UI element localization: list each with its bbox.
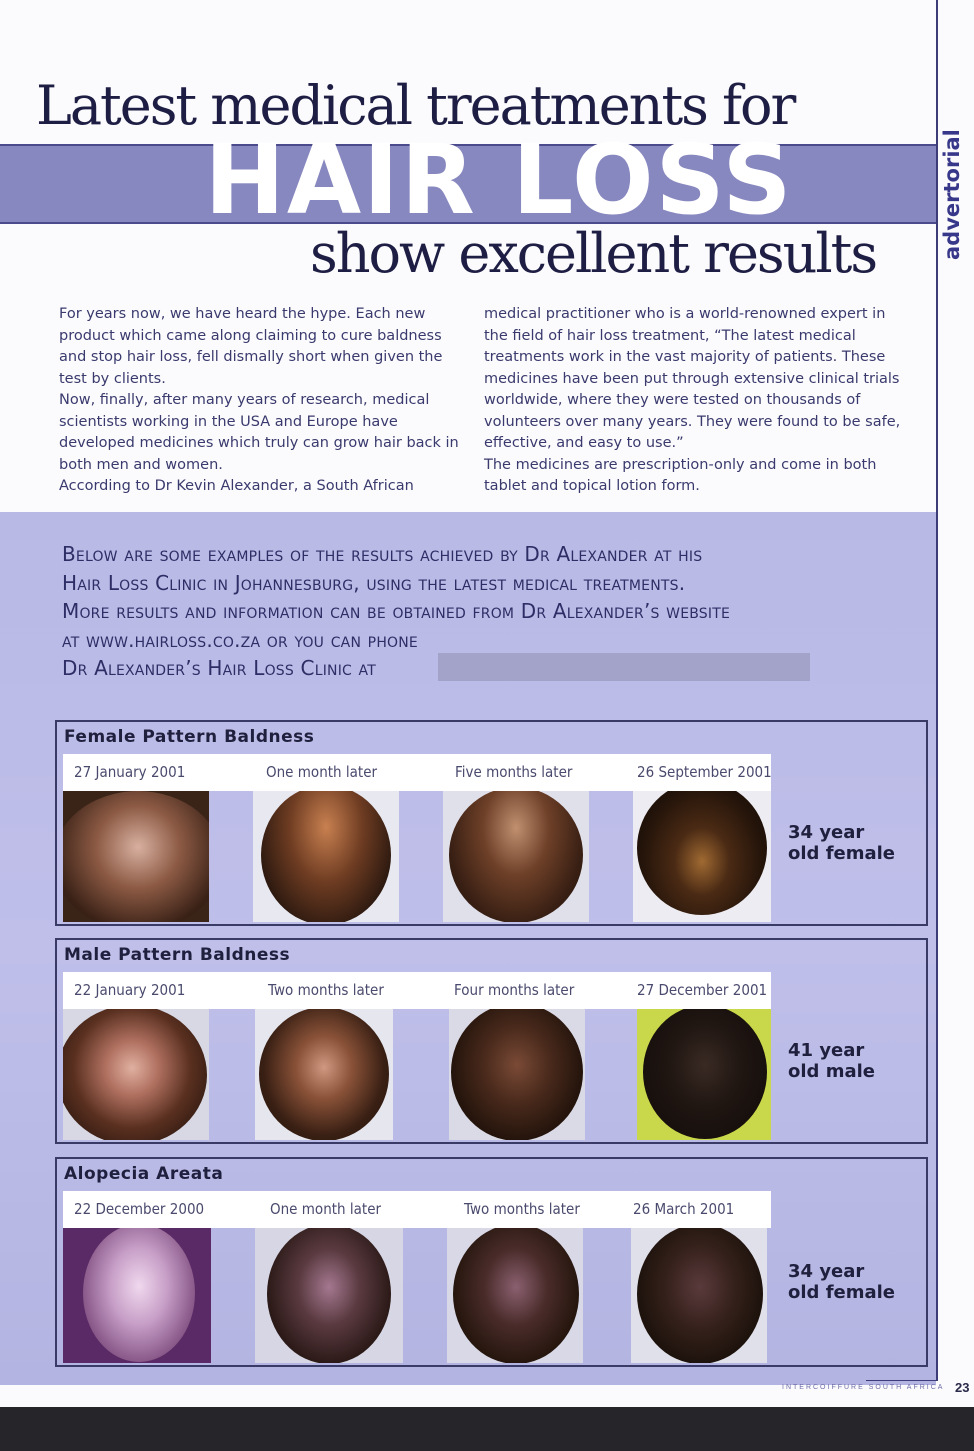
case-male-pattern	[55, 938, 928, 1144]
case-title: Female Pattern Baldness	[64, 727, 315, 747]
scalp-photo	[253, 791, 399, 922]
article-column-1	[59, 304, 459, 498]
paragraph: According to Dr Kevin Alexander, a South African	[59, 478, 414, 494]
article-column-2	[484, 304, 904, 498]
case-title: Alopecia Areata	[64, 1164, 224, 1184]
page-number: 23	[955, 1380, 970, 1395]
age-line: 34 year	[788, 1261, 865, 1282]
case-alopecia-areata	[55, 1157, 928, 1367]
paragraph: The medicines are prescription-only and come in both tablet and topical lotion form.	[484, 456, 877, 494]
age-line: old female	[788, 1282, 896, 1303]
scalp-photo	[637, 1009, 771, 1140]
paragraph: Now, finally, after many years of research, medical scientists working in the USA and Europe have developed medicines which truly can grow hair back in both men and women.	[59, 392, 459, 473]
date-bar	[63, 754, 771, 791]
date-label: 27 January 2001	[74, 763, 186, 781]
scalp-photo	[633, 791, 771, 922]
publication-name: INTERCOIFFURE SOUTH AFRICA	[782, 1384, 945, 1391]
scalp-photo	[631, 1228, 767, 1363]
age-line: old male	[788, 1061, 875, 1082]
intro-line: Dr Alexander’s Hair Loss Clinic at	[62, 656, 377, 680]
date-label: One month later	[270, 1200, 382, 1218]
scalp-photo	[255, 1228, 403, 1363]
date-label: Five months later	[455, 763, 573, 781]
date-label: Four months later	[454, 981, 575, 999]
footer-rule	[866, 1380, 938, 1381]
date-bar	[63, 1191, 771, 1228]
case-title: Male Pattern Baldness	[64, 945, 291, 965]
age-line: old female	[788, 843, 896, 864]
date-label: 27 December 2001	[637, 981, 768, 999]
scalp-photo	[443, 791, 589, 922]
scalp-photo	[447, 1228, 583, 1363]
date-bar	[63, 972, 771, 1009]
scalp-photo	[63, 1009, 209, 1140]
scalp-photo	[63, 791, 209, 922]
patient-age	[788, 1040, 875, 1082]
date-label: 22 January 2001	[74, 981, 186, 999]
paragraph: medical practitioner who is a world-renowned expert in the field of hair loss treatment, “The latest medical treatments work in the vast majority of patients. These medicines have been put through extensive clinical trials worldwide, where they were tested on thousands of volunteers over many years. They were found to be safe, effective, and easy to use.”	[484, 306, 901, 451]
case-female-pattern	[55, 720, 928, 926]
date-label: 26 March 2001	[633, 1200, 735, 1218]
age-line: 41 year	[788, 1040, 865, 1061]
scalp-photo	[255, 1009, 393, 1140]
paragraph: For years now, we have heard the hype. Each new product which came along claiming to cure baldness and stop hair loss, fell dismally short when given the test by clients.	[59, 306, 443, 387]
scalp-photo	[63, 1228, 211, 1363]
date-label: 22 December 2000	[74, 1200, 205, 1218]
bottom-edge	[0, 1407, 974, 1451]
intro-line: More results and information can be obtained from Dr Alexander’s website	[62, 599, 731, 623]
patient-age	[788, 822, 895, 864]
patient-age	[788, 1261, 895, 1303]
main-title: HAIR LOSS	[204, 124, 794, 236]
date-label: Two months later	[268, 981, 384, 999]
headline: Latest medical treatments for	[36, 74, 795, 137]
date-label: 26 September 2001	[637, 763, 772, 781]
subheadline: show excellent results	[310, 222, 877, 285]
intro-line: Below are some examples of the results achieved by Dr Alexander at his	[62, 542, 703, 566]
date-label: Two months later	[464, 1200, 580, 1218]
side-label-text: advertorial	[940, 129, 964, 260]
age-line: 34 year	[788, 822, 865, 843]
side-label	[938, 100, 968, 270]
intro-line: Hair Loss Clinic in Johannesburg, using the latest medical treatments.	[62, 570, 686, 595]
redacted-phone	[438, 653, 810, 681]
scalp-photo	[449, 1009, 585, 1140]
date-label: One month later	[266, 763, 378, 781]
intro-line: at www.hairloss.co.za or you can phone	[62, 627, 418, 652]
